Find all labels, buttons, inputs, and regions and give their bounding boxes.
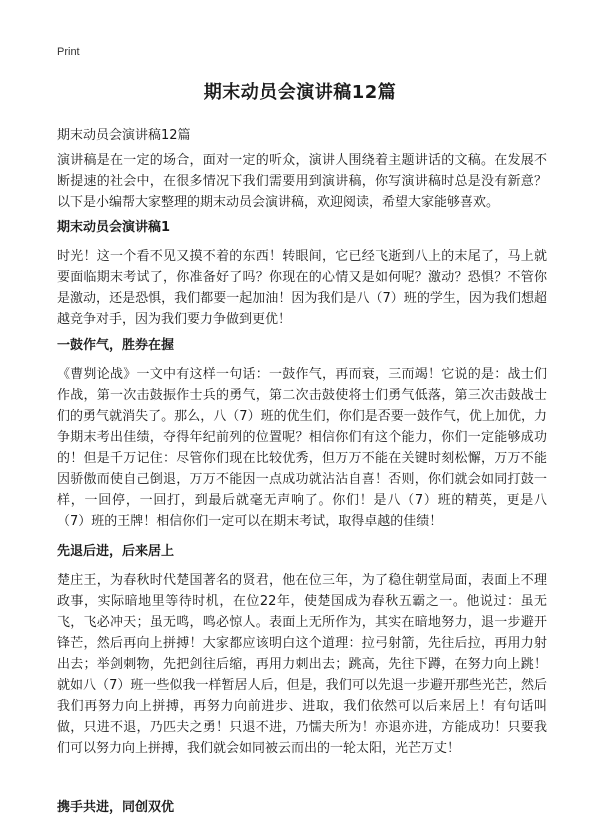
subsection-heading-2: 先退后进，后来居上 [57,544,175,559]
subsection-2-paragraph: 楚庄王，为春秋时代楚国著名的贤君，他在位三年，为了稳住朝堂局面，表面上不理政事，实际暗地里等待时机，在位22年，使楚国成为春秋五霸之一。他说过：虽无飞，飞必冲天；虽无鸣，鸣必惊人。表面上无所作为，其实在暗地努力，退一步避开锋芒，然后再向上拼搏！大家都应该明白这个道理：拉弓射箭，先往后拉，再用力射出去；举剑刺物，先把剑往后缩，再用力刺出去；跳高，先往下蹲，在努力向上跳！就如八（7）班一些似我一样暂居人后，但是，我们可以先退一步避开那些光芒，然后我们再努力向上拼搏，再努力向前进步、进取，我们依然可以后来居上！有句话叫做，只进不退，乃匹夫之勇！只退不进，乃懦夫所为！亦退亦进，方能成功！只要我们可以努力向上拼搏，我们就会如同被云而出的一轮太阳，光芒万丈！ [57,573,547,756]
subsection-heading-3: 携手共进，同创双优 [57,800,175,815]
document-subtitle: 期末动员会演讲稿12篇 [57,128,191,143]
section-1-paragraph: 时光！这一个看不见又摸不着的东西！转眼间，它已经飞逝到八上的末尾了，马上就要面临期末考试了，你准备好了吗？你现在的心情又是如何呢？激动？恐惧？不管你是激动，还是恐惧，我们都要一起加油！因为我们是八（7）班的学生，因为我们想超越竞争对手，因为我们要力争做到更优！ [57,249,547,327]
print-label: Print [57,46,80,58]
section-heading-1: 期末动员会演讲稿1 [57,220,171,235]
subsection-heading-1: 一鼓作气，胜券在握 [57,338,175,353]
intro-paragraph: 演讲稿是在一定的场合，面对一定的听众，演讲人围绕着主题讲话的文稿。在发展不断提速的社会中，在很多情况下我们需要用到演讲稿，你写演讲稿时总是没有新意？以下是小编帮大家整理的期末动员会演讲稿，欢迎阅读，希望大家能够喜欢。 [57,153,547,210]
subsection-1-paragraph: 《曹刿论战》一文中有这样一句话：一鼓作气，再而衰，三而竭！它说的是：战士们作战，第一次击鼓振作士兵的勇气，第二次击鼓使将士们勇气低落，第三次击鼓战士们的勇气就消失了。那么，八（7）班的优生们，你们是否要一鼓作气，优上加优，力争期末考出佳绩，夺得年纪前列的位置呢？相信你们有这个能力，你们一定能够成功的！但是千万记住：尽管你们现在比较优秀，但万万不能在关键时刻松懈，万万不能因骄傲而使自己倒退，万万不能因一点成功就沾沾自喜！否则，你们就会如同打鼓一样，一回停，一回打，到最后就毫无声响了。你们！是八（7）班的精英，更是八（7）班的王牌！相信你们一定可以在期末考试，取得卓越的佳绩！ [57,367,547,529]
page-title: 期末动员会演讲稿12篇 [203,82,397,103]
